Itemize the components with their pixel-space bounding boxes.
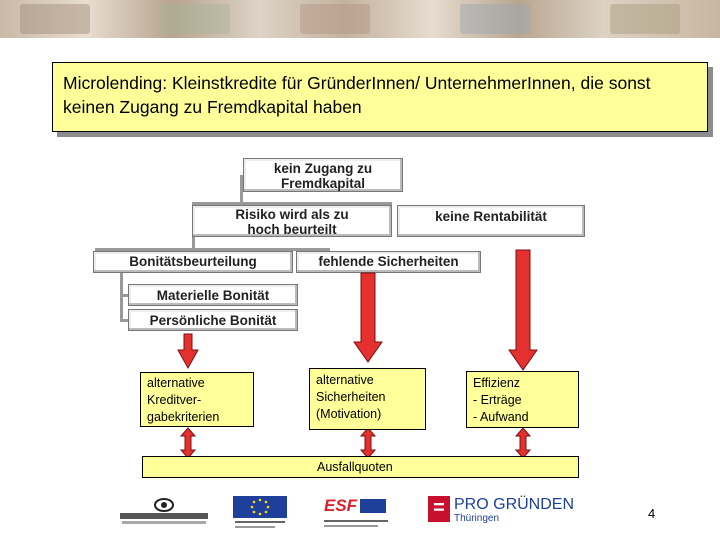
double-arrow	[181, 428, 195, 458]
material-credit-box: Materielle Bonität	[128, 284, 298, 306]
default-rates-box: Ausfallquoten	[142, 456, 579, 478]
alt-securities-line-2: Sicherheiten	[316, 390, 386, 404]
root-line-1: kein Zugang zu	[273, 161, 373, 176]
page-number: 4	[648, 506, 656, 521]
alt-criteria-box	[140, 372, 254, 427]
pro-gruenden-title: PRO GRÜNDEN	[454, 496, 575, 513]
efficiency-line-1: Effizienz	[473, 376, 521, 390]
eu-logo	[233, 496, 287, 530]
esf-logo-text: ESF	[324, 496, 358, 515]
alt-criteria-line-3: gabekriterien	[147, 410, 220, 424]
esf-logo	[324, 496, 392, 530]
double-arrow	[516, 428, 530, 458]
down-arrow	[178, 334, 198, 368]
mgs-logo	[118, 496, 210, 530]
personal-credit-box: Persönliche Bonität	[128, 309, 298, 331]
pro-gruenden-logo	[428, 496, 578, 530]
double-arrow	[361, 428, 375, 458]
efficiency-box	[466, 371, 579, 428]
root-line-2: Fremdkapital	[280, 176, 366, 191]
efficiency-line-3: - Aufwand	[473, 410, 529, 424]
alt-securities-line-3: (Motivation)	[316, 407, 382, 421]
credit-assessment-box: Bonitätsbeurteilung	[93, 251, 293, 273]
slide-title: Microlending: Kleinstkredite für GründerInnen/ UnternehmerInnen, die sonst keinen Zugang zu Fremdkapital haben	[52, 62, 708, 132]
down-arrow	[354, 273, 382, 362]
no-profit-box: keine Rentabilität	[397, 205, 585, 237]
alt-criteria-line-1: alternative	[147, 376, 205, 390]
pro-gruenden-subtitle: Thüringen	[454, 513, 500, 524]
alt-securities-line-1: alternative	[316, 373, 374, 387]
alt-criteria-line-2: Kreditver-	[147, 393, 202, 407]
risk-line-2: hoch beurteilt	[247, 222, 337, 237]
efficiency-line-2: - Erträge	[473, 393, 522, 407]
no-securities-box: fehlende Sicherheiten	[296, 251, 481, 273]
alt-securities-box	[309, 368, 426, 430]
down-arrow	[509, 250, 537, 370]
equals-icon: =	[428, 496, 450, 522]
risk-line-1: Risiko wird als zu	[235, 207, 349, 222]
